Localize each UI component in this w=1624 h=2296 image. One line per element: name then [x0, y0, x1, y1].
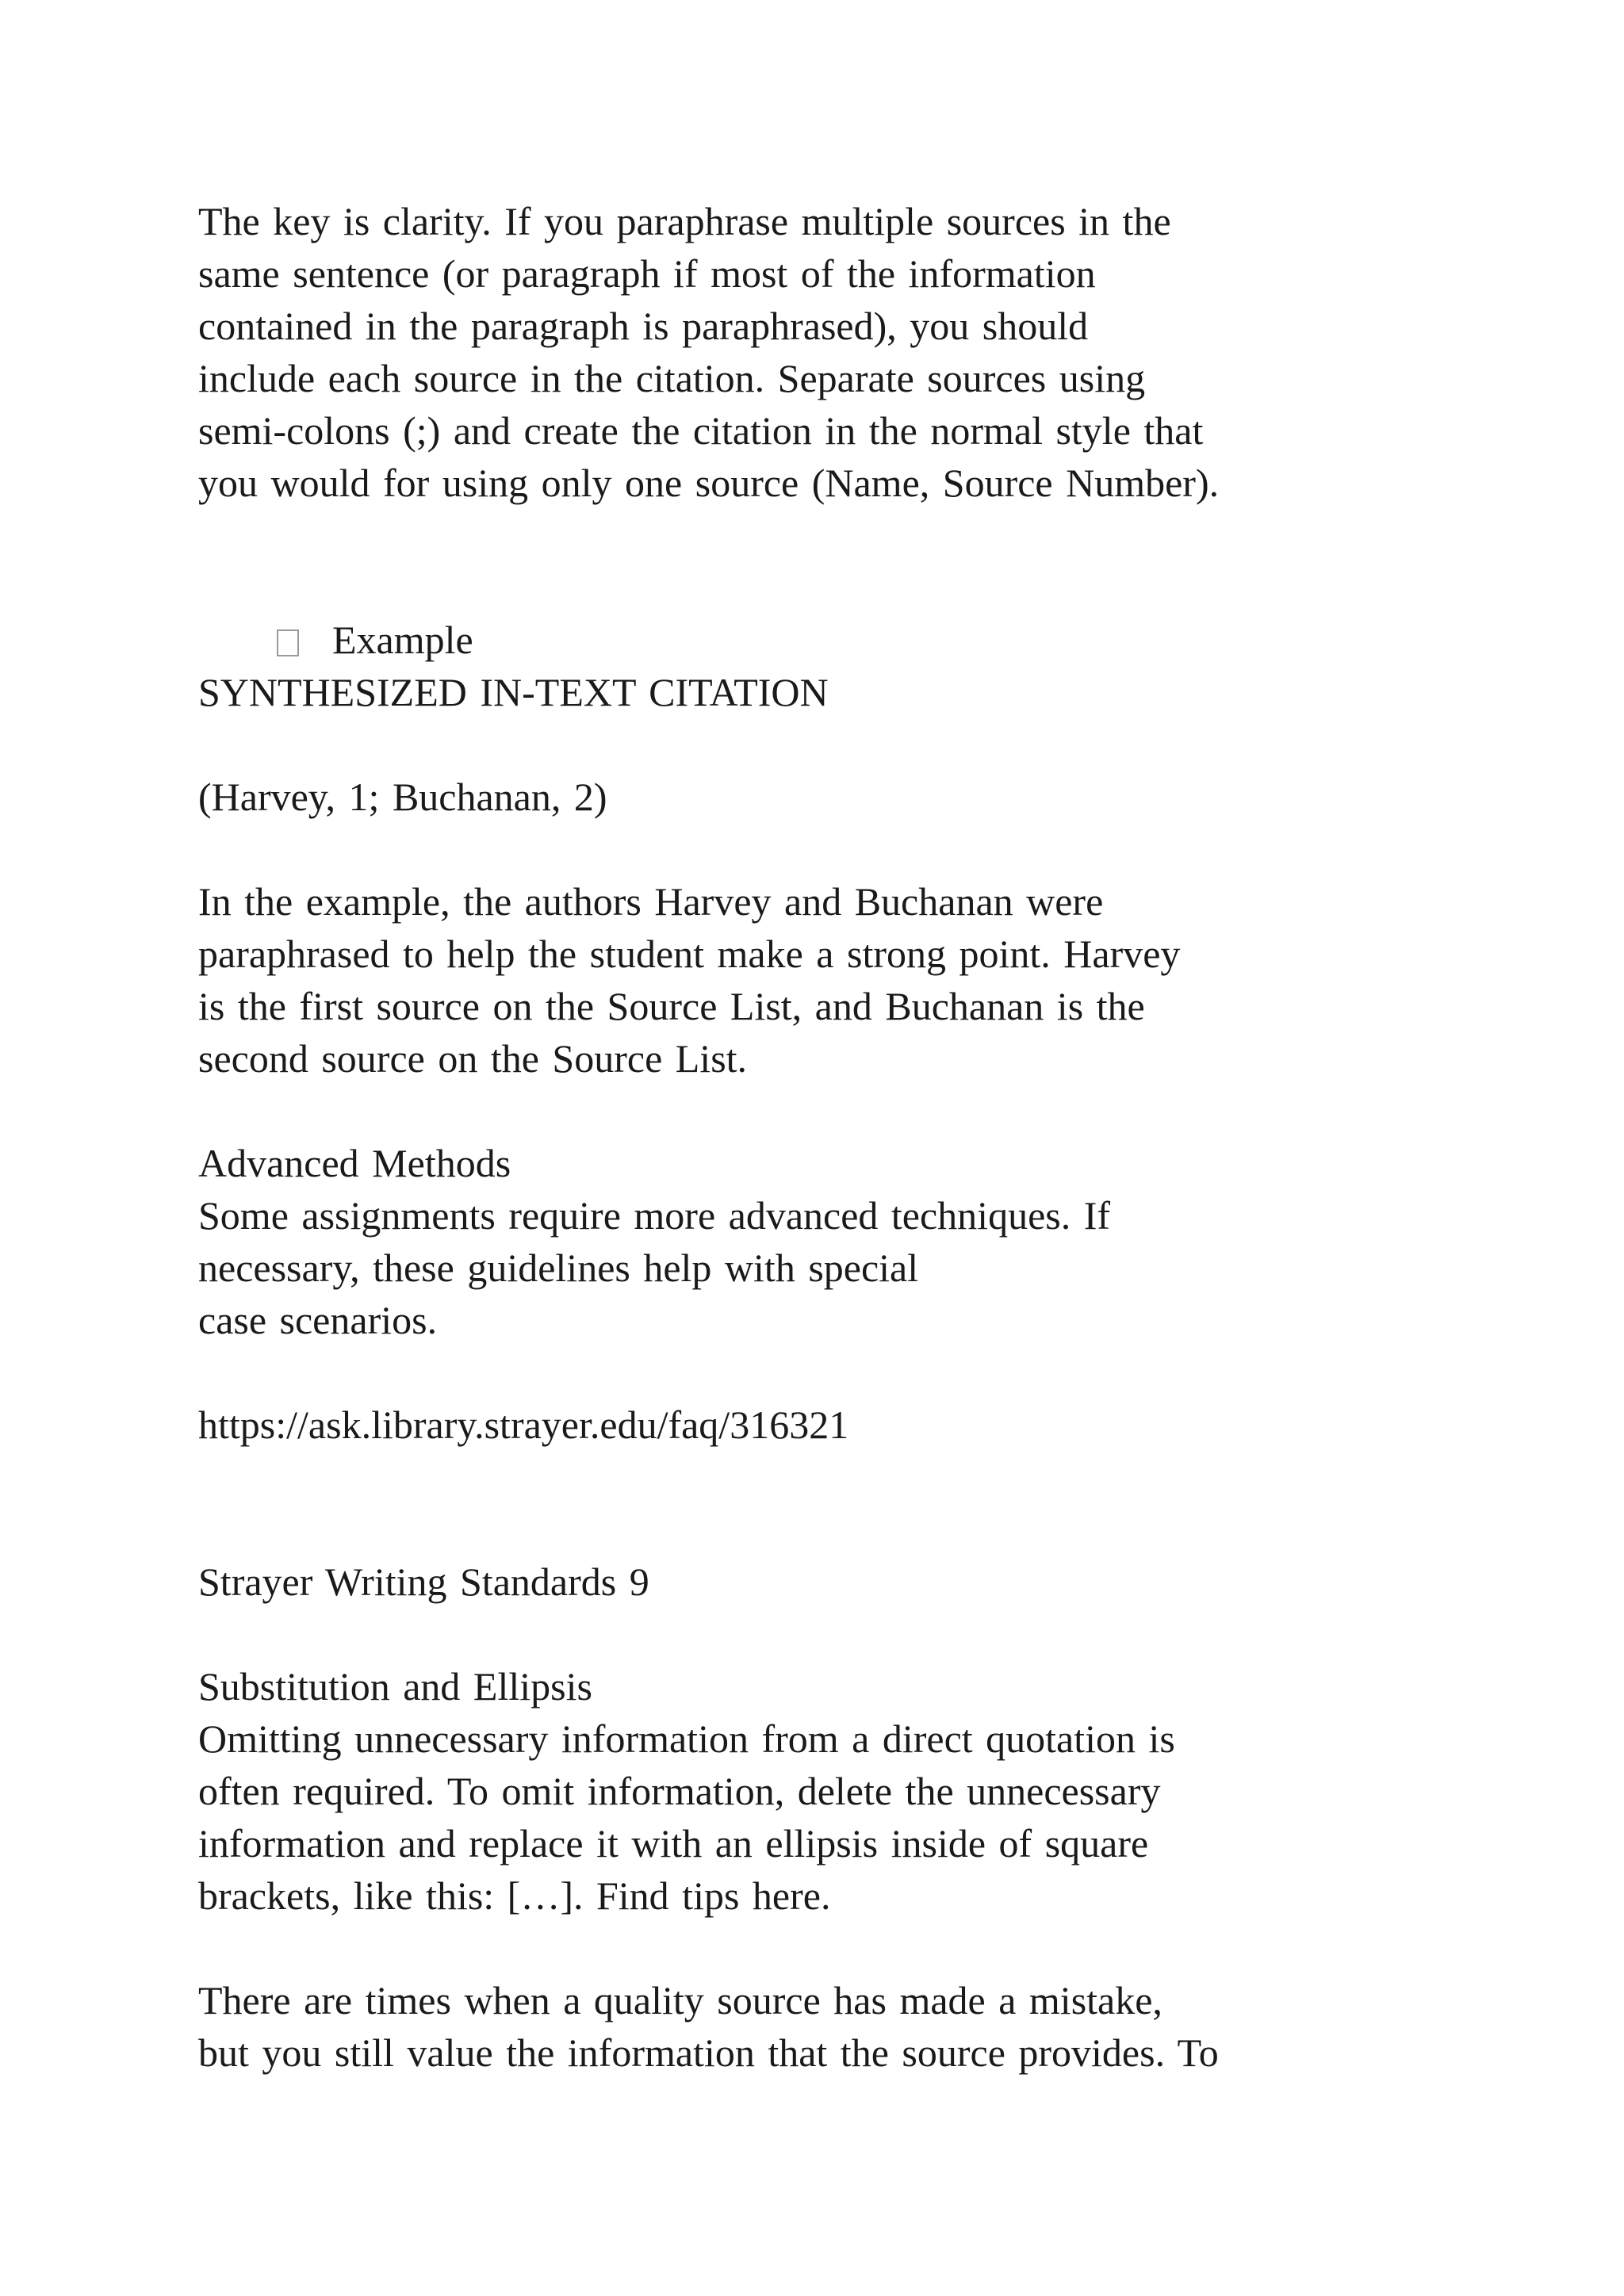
paragraph-advanced-methods: [198, 1189, 1435, 1346]
citation-example: (Harvey, 1; Buchanan, 2): [198, 775, 607, 819]
text-line: but you still value the information that the source provides. To: [198, 2030, 1219, 2075]
heading-advanced-methods: Advanced Methods: [198, 1141, 511, 1185]
heading-substitution-ellipsis: Substitution and Ellipsis: [198, 1664, 592, 1709]
paragraph-substitution: [198, 1712, 1435, 1922]
text-line: necessary, these guidelines help with special: [198, 1246, 919, 1290]
missing-glyph-box-icon: [277, 629, 299, 656]
text-line: contained in the paragraph is paraphrased), you should: [198, 304, 1089, 348]
text-line: you would for using only one source (Name, Source Number).: [198, 461, 1220, 505]
document-body: [198, 195, 1435, 2079]
text-line: include each source in the citation. Separate sources using: [198, 356, 1146, 400]
text-line: semi-colons (;) and create the citation in the normal style that: [198, 408, 1204, 453]
paragraph-mistake: [198, 1974, 1435, 2079]
text-line: There are times when a quality source has made a mistake,: [198, 1978, 1162, 2022]
text-line: information and replace it with an ellipsis inside of square: [198, 1821, 1149, 1866]
text-line: same sentence (or paragraph if most of the information: [198, 251, 1096, 296]
text-line: paraphrased to help the student make a strong point. Harvey: [198, 932, 1181, 976]
paragraph-example-explanation: [198, 875, 1435, 1085]
text-line: often required. To omit information, delete the unnecessary: [198, 1769, 1161, 1813]
paragraph-clarity: [198, 195, 1435, 509]
example-label: Example: [332, 618, 473, 662]
page-label: Strayer Writing Standards 9: [198, 1559, 649, 1604]
text-line: brackets, like this: […]. Find tips here.: [198, 1873, 831, 1918]
text-line: In the example, the authors Harvey and Buchanan were: [198, 879, 1104, 924]
heading-synthesized-citation: SYNTHESIZED IN-TEXT CITATION: [198, 670, 829, 714]
text-line: is the first source on the Source List, and Buchanan is the: [198, 984, 1145, 1028]
example-item: [198, 561, 1435, 662]
text-line: Some assignments require more advanced techniques. If: [198, 1193, 1111, 1238]
text-line: case scenarios.: [198, 1298, 438, 1342]
text-line: The key is clarity. If you paraphrase multiple sources in the: [198, 199, 1171, 243]
text-line: Omitting unnecessary information from a direct quotation is: [198, 1716, 1175, 1761]
text-line: second source on the Source List.: [198, 1036, 748, 1081]
source-url: https://ask.library.strayer.edu/faq/316321: [198, 1402, 849, 1447]
